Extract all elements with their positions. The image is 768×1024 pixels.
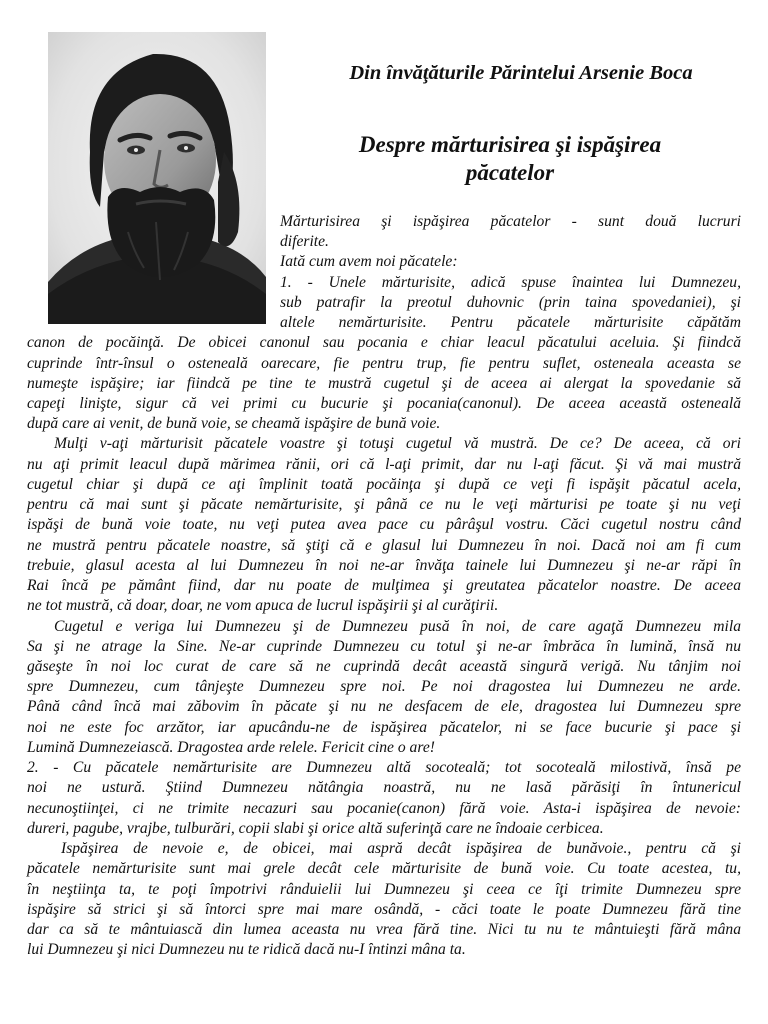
body-line: altele nemărturisite. Pentru păcatele mărturisite căpătăm (280, 314, 741, 331)
body-line: 1. - Unele mărturisite, adică spuse înaintea lui Dumnezeu, (280, 274, 741, 291)
body-line: păcatele nemărturisite sunt mai grele decât cele mărturisite de bună voie. Cu toate acestea, tu, (27, 860, 741, 877)
body-line: cugetul chiar şi după ce aţi împlinit toată pocăinţa şi după ce veţi fi ispăşit păcatul acela, (27, 476, 741, 493)
body-line: dureri, pagube, vrajbe, tulburări, copii slabi şi orice altă suferinţă care ne îndoaie cerbicea. (27, 820, 604, 837)
body-line: Mărturisirea şi ispăşirea păcatelor - sunt două lucruri (280, 213, 741, 230)
page-title: Din învăţăturile Părintelui Arsenie Boca (349, 62, 693, 84)
body-line: trebuie, glasul acesta al lui Dumnezeu în noi ne-ar învăţa tainele lui Dumnezeu şi ne-ar răpi în (27, 557, 741, 574)
body-line: Sa şi ne atrage la Sine. Ne-ar cuprinde Dumnezeu cu totul şi ne-ar îmbrăca în lumină, însă nu (27, 638, 741, 655)
body-line: dar ca să te mântuiască din lumea aceasta nu vrea fără tine. Nici tu nu te mântuieşti fără mâna (27, 921, 741, 938)
body-line: ispăşire să strici şi să întorci spre mai mare osândă, - căci toate le poate Dumnezeu fără tine (27, 901, 741, 918)
body-line: Rai încă pe pământ fiind, dar nu poate de mulţimea şi greutatea păcatelor noastre. De aceea (27, 577, 741, 594)
body-line: spre Dumnezeu, cum tânjeşte Dumnezeu spre noi. Pe noi dragostea lui Dumnezeu ne arde. (27, 678, 741, 695)
body-line: sub patrafir la preotul duhovnic (prin taina spovedaniei), şi (280, 294, 741, 311)
body-line: după care ai venit, de bună voie, se cheamă ispăşire de bună voie. (27, 415, 441, 432)
body-line: capeţi linişte, sigur că vei primi cu bucurie şi pocania(canonul). De aceea această osteneală (27, 395, 741, 412)
body-line: noi ne ustură. Ştiind Dumnezeu nătângia noastră, nu ne lasă părăsiţi în întunericul (27, 779, 741, 796)
body-line: ispăşi de bună voie toate, nu veţi putea avea pace cu pârâşul vostru. Căci cugetul nostru când (27, 516, 741, 533)
body-line: Până când încă mai zăbovim în păcate şi nu ne desfacem de ele, dragostea lui Dumnezeu spre (27, 698, 741, 715)
body-line: 2. - Cu păcatele nemărturisite are Dumnezeu altă socoteală; tot socoteală milostivă, însă pe (27, 759, 741, 776)
body-line: pentru că mai sunt şi păcate nemărturisite, şi până ce nu le veţi mărturisi pe toate şi nu veţi (27, 496, 741, 513)
body-line: Ispăşirea de nevoie e, de obicei, mai aspră decât ispăşirea de bunăvoie., pentru că şi (61, 840, 741, 857)
body-line: nu aţi primit leacul după mărimea rănii, ori că l-aţi primit, dar nu l-aţi făcut. Şi vă mai mustră (27, 456, 741, 473)
body-line: ne tot mustră, că doar, doar, ne vom apuca de lucrul ispăşirii şi al curăţirii. (27, 597, 499, 614)
body-line: cuprinde într-însul o osteneală oarecare, fie pentru trup, fie pentru suflet, osteneala aceasta se (27, 355, 741, 372)
body-line: Iată cum avem noi păcatele: (280, 253, 458, 270)
body-line: Mulţi v-aţi mărturisit păcatele voastre şi totuşi cugetul vă mustră. De ce? De aceea, că ori (54, 435, 741, 452)
body-line: găseşte în noi loc curat de care să ne cuprindă decât această singură verigă. Nu tânjim noi (27, 658, 741, 675)
body-line: numeşte ispăşire; iar fiindcă pe tine te mustră cugetul şi de aceea ai alergat la spovedanie să (27, 375, 741, 392)
body-line: în neştiinţa ta, te poţi împotrivi rânduielii lui Dumnezeu şi ceea ce îţi trimite Dumnezeu spre (27, 881, 741, 898)
body-line: Lumină Dumnezeiască. Dragostea arde relele. Fericit cine o are! (27, 739, 435, 756)
body-line: necunoştiinţei, ci ne trimite necazuri sau pocanie(canon) fără voie. Asta-i ispăşirea de nevoie: (27, 800, 741, 817)
body-line: lui Dumnezeu şi nici Dumnezeu nu te ridică dacă nu-I întinzi mâna ta. (27, 941, 466, 958)
article-heading (290, 131, 730, 187)
body-line: Cugetul e veriga lui Dumnezeu şi de Dumnezeu pusă în noi, de care agaţă Dumnezeu mila (54, 618, 741, 635)
article-heading-line-1: Despre mărturisirea şi ispăşirea (358, 132, 662, 157)
body-line: noi ne este foc arzător, iar apucându-ne de ispăşirea păcatelor, ni se face bucurie şi pace şi (27, 719, 741, 736)
article-heading-line-2: păcatelor (465, 160, 555, 185)
body-line: diferite. (280, 233, 329, 250)
body-line: canon de pocăinţă. De obicei canonul sau pocania e chiar leacul păcatului aceluia. Şi fiindcă (27, 334, 741, 351)
portrait-photo (48, 32, 266, 324)
body-line: ne mustră pentru păcatele noastre, să ştiţi că e glasul lui Dumnezeu în noi. Dacă noi am fi cum (27, 537, 741, 554)
